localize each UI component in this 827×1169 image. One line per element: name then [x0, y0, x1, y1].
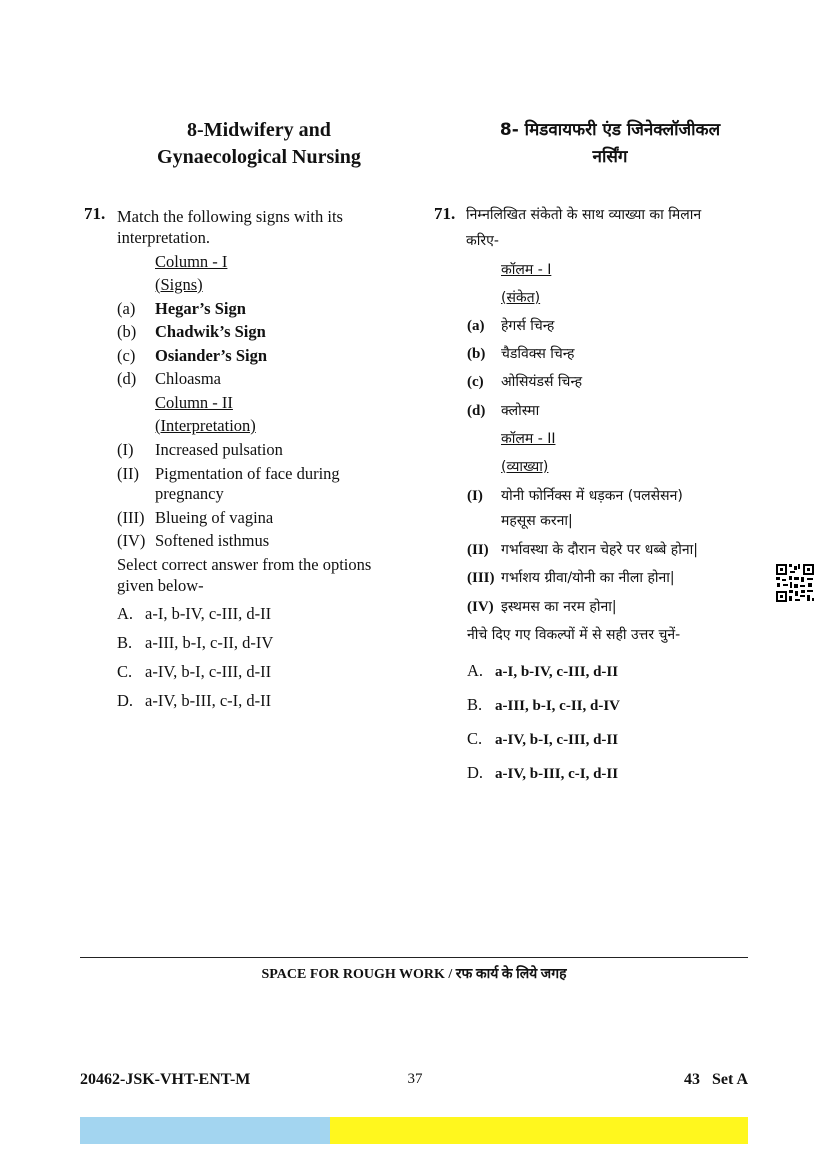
- option-text: a-IV, b-III, c-I, d-II: [145, 691, 272, 710]
- instruction-line2: given below-: [117, 576, 204, 595]
- answer-option-a[interactable]: [467, 660, 618, 683]
- option-label: A.: [117, 604, 134, 623]
- answer-option-a[interactable]: [117, 603, 271, 624]
- column1-item: [467, 372, 582, 392]
- item-label: (II): [467, 542, 489, 558]
- item-text: हेगर्स चिन्ह: [501, 318, 555, 334]
- answer-option-d[interactable]: [467, 762, 618, 785]
- footer-color-bar-yellow: [330, 1117, 748, 1144]
- item-label: (III): [117, 508, 145, 527]
- column1-heading: Column - I: [155, 252, 228, 271]
- title-hi-line2: नर्सिंग: [592, 147, 628, 167]
- column1-item: [117, 368, 221, 389]
- column1-subheading: (Signs): [155, 275, 203, 294]
- title-en-line2: Gynaecological Nursing: [157, 146, 361, 168]
- footer-color-bar-blue: [80, 1117, 330, 1144]
- option-label: B.: [117, 633, 133, 652]
- item-text: क्लोस्मा: [501, 403, 540, 419]
- column1-item: [467, 316, 554, 336]
- item-label: (b): [117, 322, 137, 341]
- question-number: 71.: [434, 204, 456, 223]
- qr-code-icon: [775, 563, 815, 603]
- column2-heading: Column - II: [155, 393, 233, 412]
- column1-item: [117, 345, 267, 366]
- section-title-english: [100, 117, 418, 171]
- column1-subheading: (संकेत): [501, 290, 541, 306]
- question-stem-line1: Match the following signs with its: [117, 207, 343, 226]
- option-text: a-IV, b-I, c-III, d-II: [145, 662, 272, 681]
- column2-item-continued: pregnancy: [155, 484, 224, 503]
- page-number: 37: [407, 1071, 423, 1087]
- item-label: (IV): [117, 531, 146, 550]
- paper-code: 20462-JSK-VHT-ENT-M: [80, 1071, 251, 1088]
- item-text: गर्भाशय ग्रीवा/योनी का नीला होना|: [501, 570, 675, 586]
- option-label: B.: [467, 695, 483, 714]
- item-text: Pigmentation of face during: [155, 464, 340, 483]
- item-text: Blueing of vagina: [155, 508, 274, 527]
- item-text: चैडविक्स चिन्ह: [501, 346, 575, 362]
- item-text: Increased pulsation: [155, 440, 283, 459]
- item-text: Softened isthmus: [155, 531, 270, 550]
- option-label: C.: [467, 729, 483, 748]
- item-text: Osiander’s Sign: [155, 346, 268, 365]
- answer-option-c[interactable]: [467, 728, 618, 751]
- question-stem-line2: करिए-: [466, 233, 499, 249]
- column1-item: [117, 321, 266, 342]
- title-en-line1: 8-Midwifery and: [187, 119, 331, 141]
- column2-item: [467, 540, 698, 560]
- option-text: a-I, b-IV, c-III, d-II: [145, 604, 272, 623]
- item-label: (a): [117, 299, 136, 318]
- item-label: (a): [467, 318, 485, 334]
- answer-option-c[interactable]: [117, 661, 271, 682]
- option-text: a-I, b-IV, c-III, d-II: [495, 664, 619, 680]
- item-text: इस्थमस का नरम होना|: [501, 599, 617, 615]
- item-label: (b): [467, 346, 486, 362]
- column1-heading: कॉलम - I: [501, 262, 552, 278]
- option-text: a-IV, b-I, c-III, d-II: [495, 732, 619, 748]
- answer-option-b[interactable]: [117, 632, 273, 653]
- answer-option-d[interactable]: [117, 690, 271, 711]
- instruction: नीचे दिए गए विकल्पों में से सही उत्तर चुनें-: [467, 627, 681, 643]
- item-label: (III): [467, 570, 495, 586]
- column1-item: [467, 401, 539, 421]
- column2-subheading: (व्याख्या): [501, 459, 549, 475]
- question-stem-line2: interpretation.: [117, 228, 211, 247]
- rough-work-label: SPACE FOR ROUGH WORK / रफ कार्य के लिये जगह: [261, 967, 567, 982]
- option-label: D.: [467, 763, 484, 782]
- item-text: Chloasma: [155, 369, 221, 388]
- question-number: 71.: [84, 204, 106, 223]
- title-hi-line1: 8- मिडवायफरी एंड जिनेक्लॉजीकल: [499, 120, 721, 140]
- column2-item-continued: महसूस करना|: [501, 513, 573, 529]
- column1-item: [467, 344, 574, 364]
- column2-item: [467, 486, 683, 506]
- option-text: a-III, b-I, c-II, d-IV: [145, 633, 274, 652]
- column2-subheading: (Interpretation): [155, 416, 256, 435]
- question-stem-line1: निम्नलिखित संकेतो के साथ व्याख्या का मिलान: [466, 207, 702, 223]
- item-label: (I): [117, 440, 134, 459]
- column2-item: [117, 439, 283, 460]
- option-label: C.: [117, 662, 133, 681]
- item-label: (c): [117, 346, 136, 365]
- item-label: (c): [467, 374, 484, 390]
- item-label: (d): [117, 369, 137, 388]
- set-label: 43 Set A: [684, 1071, 748, 1088]
- column2-heading: कॉलम - II: [501, 431, 556, 447]
- item-label: (IV): [467, 599, 494, 615]
- column2-item: [117, 463, 340, 484]
- option-label: A.: [467, 661, 484, 680]
- item-label: (I): [467, 488, 483, 504]
- answer-option-b[interactable]: [467, 694, 620, 717]
- divider-line: [80, 957, 748, 958]
- item-text: गर्भावस्था के दौरान चेहरे पर धब्बे होना|: [501, 542, 698, 558]
- item-text: ओसियंडर्स चिन्ह: [501, 374, 583, 390]
- column2-item: [117, 530, 269, 551]
- column2-item: [117, 507, 273, 528]
- column2-item: [467, 568, 675, 588]
- option-label: D.: [117, 691, 134, 710]
- column1-item: [117, 298, 246, 319]
- column2-item: [467, 597, 617, 617]
- item-text: Chadwik’s Sign: [155, 322, 266, 341]
- option-text: a-IV, b-III, c-I, d-II: [495, 766, 619, 782]
- item-label: (d): [467, 403, 486, 419]
- instruction-line1: Select correct answer from the options: [117, 555, 372, 574]
- item-text: Hegar’s Sign: [155, 299, 246, 318]
- item-text: योनी फोर्निक्स में धड़कन (पलसेसन): [501, 488, 683, 504]
- section-title-hindi: [455, 117, 765, 171]
- item-label: (II): [117, 464, 139, 483]
- option-text: a-III, b-I, c-II, d-IV: [495, 698, 621, 714]
